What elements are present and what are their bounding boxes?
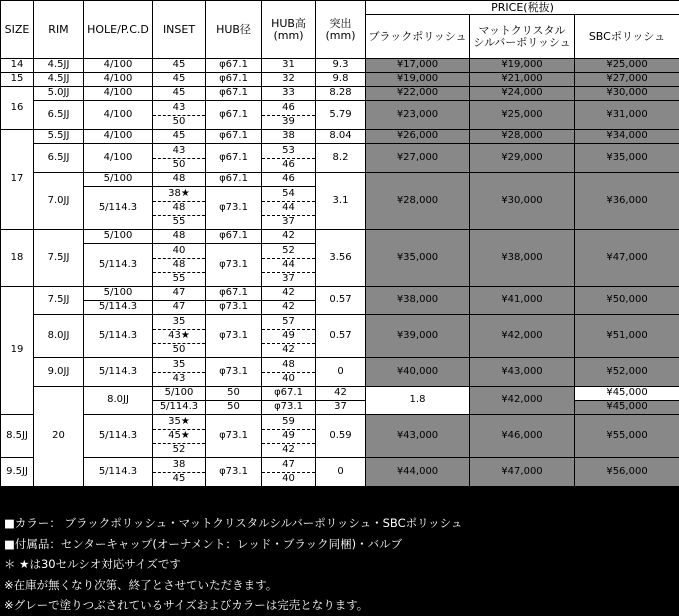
- price-matte: ¥42,000: [470, 315, 575, 358]
- inset-value: 35: [153, 358, 205, 372]
- price-sbc: ¥50,000: [575, 287, 679, 315]
- hub-cell: φ73.1: [262, 401, 316, 415]
- inset-value: 48: [153, 258, 205, 272]
- header-rim: RIM: [34, 1, 84, 59]
- note-sold-out: ※グレーで塗りつぶされているサイズおよびカラーは完売となります。: [4, 595, 462, 616]
- inset-value: 55: [153, 272, 205, 286]
- hub-cell: φ67.1: [206, 59, 262, 73]
- price-black: ¥19,000: [366, 73, 470, 87]
- hub-cell: φ67.1: [206, 173, 262, 187]
- price-matte: ¥45,000: [575, 387, 679, 401]
- protrusion-cell: 3.56: [316, 230, 366, 287]
- hub-height-value: 37: [262, 215, 315, 229]
- price-black: ¥39,000: [366, 315, 470, 358]
- pcd-cell: 5/114.3: [84, 415, 153, 458]
- pcd-cell: 4/100: [84, 87, 153, 101]
- price-sbc: ¥51,000: [575, 315, 679, 358]
- hub-height-value: 37: [262, 272, 315, 286]
- table-row: [1, 287, 679, 301]
- inset-value: 50: [153, 158, 205, 172]
- note-accessories: ■付属品：センターキャップ(オーナメント：レッド・ブラック同梱)・バルブ: [4, 534, 462, 555]
- pcd-cell: 5/114.3: [84, 301, 153, 315]
- size-cell: 18: [1, 230, 34, 287]
- table-row: [1, 415, 679, 458]
- protrusion-cell: 8.28: [316, 87, 366, 101]
- pcd-cell: 5/100: [84, 230, 153, 244]
- hub-cell: φ73.1: [206, 244, 262, 287]
- price-sbc: ¥36,000: [575, 173, 679, 230]
- header-price: PRICE(税抜): [366, 1, 679, 15]
- hub-height-cell: [262, 358, 316, 387]
- pcd-cell: 5/114.3: [84, 187, 153, 230]
- header-finish-matte: マットクリスタル シルバーポリッシュ: [470, 15, 575, 59]
- inset-value: 43★: [153, 329, 205, 343]
- price-black: ¥26,000: [366, 130, 470, 144]
- size-cell: 19: [1, 287, 34, 415]
- hub-height-value: 46: [262, 101, 315, 115]
- pcd-cell: 5/100: [84, 287, 153, 301]
- rim-cell: 5.5JJ: [34, 130, 84, 144]
- hub-cell: φ73.1: [206, 358, 262, 387]
- header-hub-height: HUB高 (mm): [262, 1, 316, 59]
- price-sbc: ¥30,000: [575, 87, 679, 101]
- protrusion-cell: 0: [316, 458, 366, 487]
- rim-cell: 4.5JJ: [34, 73, 84, 87]
- price-matte: ¥41,000: [470, 287, 575, 315]
- hub-cell: φ67.1: [206, 101, 262, 130]
- price-black: ¥22,000: [366, 87, 470, 101]
- hub-height-cell: 38: [262, 130, 316, 144]
- hub-height-value: 47: [262, 458, 315, 472]
- price-black: ¥40,000: [366, 358, 470, 387]
- hub-height-value: 54: [262, 187, 315, 201]
- protrusion-cell: 0.59: [316, 415, 366, 458]
- hub-cell: φ73.1: [206, 315, 262, 358]
- hub-height-value: 44: [262, 201, 315, 215]
- price-matte: ¥43,000: [470, 358, 575, 387]
- hub-height-cell: 37: [316, 401, 366, 415]
- hub-height-value: 59: [262, 415, 315, 429]
- protrusion-cell: 9.3: [316, 59, 366, 73]
- hub-cell: φ67.1: [206, 130, 262, 144]
- inset-cell: [153, 187, 206, 230]
- protrusion-cell: 8.04: [316, 130, 366, 144]
- inset-cell: 50: [206, 387, 262, 401]
- protrusion-cell: 3.1: [316, 173, 366, 230]
- inset-cell: 45: [153, 87, 206, 101]
- price-sbc: ¥56,000: [575, 458, 679, 487]
- hub-cell: φ67.1: [206, 287, 262, 301]
- hub-height-cell: 42: [262, 287, 316, 301]
- hub-height-value: 39: [262, 115, 315, 129]
- inset-value: 35: [153, 315, 205, 329]
- table-row: [1, 73, 679, 87]
- rim-cell: 7.5JJ: [34, 287, 84, 315]
- size-cell: 17: [1, 130, 34, 230]
- hub-height-cell: 32: [262, 73, 316, 87]
- hub-cell: φ67.1: [206, 144, 262, 173]
- price-matte: ¥29,000: [470, 144, 575, 173]
- hub-height-cell: [262, 415, 316, 458]
- hub-height-cell: [262, 144, 316, 173]
- pcd-cell: 4/100: [84, 101, 153, 130]
- inset-cell: [153, 101, 206, 130]
- inset-cell: 45: [153, 73, 206, 87]
- price-matte: ¥28,000: [470, 130, 575, 144]
- price-black: ¥17,000: [366, 59, 470, 73]
- size-cell: 15: [1, 73, 34, 87]
- inset-cell: 50: [206, 401, 262, 415]
- rim-cell: 9.0JJ: [34, 358, 84, 387]
- rim-cell: 8.0JJ: [34, 315, 84, 358]
- table-row: [1, 130, 679, 144]
- inset-value: 43: [153, 101, 205, 115]
- inset-value: 43: [153, 144, 205, 158]
- inset-cell: [153, 315, 206, 358]
- price-black: ¥42,000: [470, 387, 575, 415]
- hub-cell: φ73.1: [206, 187, 262, 230]
- price-sbc: ¥27,000: [575, 73, 679, 87]
- inset-value: 45: [153, 472, 205, 486]
- price-matte: ¥46,000: [470, 415, 575, 458]
- rim-cell: 7.0JJ: [34, 173, 84, 230]
- hub-height-cell: [262, 187, 316, 230]
- header-protrusion: 突出 (mm): [316, 1, 366, 59]
- price-black: ¥28,000: [366, 173, 470, 230]
- inset-value: 50: [153, 343, 205, 357]
- table-row: [1, 358, 679, 387]
- table-row: [1, 101, 679, 130]
- inset-cell: [153, 244, 206, 287]
- inset-cell: [153, 144, 206, 173]
- header-finish-black: ブラックポリッシュ: [366, 15, 470, 59]
- protrusion-cell: 1.8: [366, 387, 470, 415]
- protrusion-cell: 0: [316, 358, 366, 387]
- hub-height-value: 49: [262, 429, 315, 443]
- rim-cell: 5.0JJ: [34, 87, 84, 101]
- header-hub: HUB径: [206, 1, 262, 59]
- inset-cell: [153, 358, 206, 387]
- inset-value: 55: [153, 215, 205, 229]
- inset-cell: 48: [153, 230, 206, 244]
- hub-height-value: 48: [262, 358, 315, 372]
- header-finish-sbc: SBCポリッシュ: [575, 15, 679, 59]
- hub-height-value: 44: [262, 258, 315, 272]
- protrusion-cell: 0.57: [316, 287, 366, 315]
- price-black: ¥43,000: [366, 415, 470, 458]
- hub-height-cell: [262, 244, 316, 287]
- pcd-cell: 5/114.3: [84, 458, 153, 487]
- rim-cell: 8.5JJ: [1, 415, 34, 458]
- hub-cell: φ67.1: [262, 387, 316, 401]
- inset-value: 38: [153, 458, 205, 472]
- inset-cell: 47: [153, 287, 206, 301]
- rim-cell: 6.5JJ: [34, 144, 84, 173]
- header-size: SIZE: [1, 1, 34, 59]
- inset-value: 35★: [153, 415, 205, 429]
- hub-height-cell: 42: [316, 387, 366, 401]
- protrusion-cell: 5.79: [316, 101, 366, 130]
- pcd-cell: 5/100: [153, 387, 206, 401]
- note-stock: ※在庫が無くなり次第、終了とさせていただきます。: [4, 575, 462, 596]
- notes-block: [4, 513, 462, 616]
- hub-cell: φ67.1: [206, 87, 262, 101]
- hub-height-value: 49: [262, 329, 315, 343]
- price-sbc: ¥52,000: [575, 358, 679, 387]
- price-sbc: ¥34,000: [575, 130, 679, 144]
- price-sbc: ¥47,000: [575, 230, 679, 287]
- price-matte: ¥19,000: [470, 59, 575, 73]
- table-row: [1, 144, 679, 173]
- pcd-cell: 4/100: [84, 73, 153, 87]
- price-sbc: ¥31,000: [575, 101, 679, 130]
- inset-value: 45★: [153, 429, 205, 443]
- hub-height-cell: 42: [262, 301, 316, 315]
- inset-cell: 48: [153, 173, 206, 187]
- price-black: ¥35,000: [366, 230, 470, 287]
- price-sbc: ¥55,000: [575, 415, 679, 458]
- note-star-celsior: ＊ ★は30セルシオ対応サイズです: [4, 554, 462, 575]
- hub-height-value: 42: [262, 443, 315, 457]
- hub-height-value: 52: [262, 244, 315, 258]
- protrusion-cell: 9.8: [316, 73, 366, 87]
- pcd-cell: 5/100: [84, 173, 153, 187]
- pcd-cell: 4/100: [84, 130, 153, 144]
- inset-cell: [153, 458, 206, 487]
- header-pcd: HOLE/P.C.D: [84, 1, 153, 59]
- size-cell: 14: [1, 59, 34, 73]
- rim-cell: 6.5JJ: [34, 101, 84, 130]
- hub-height-cell: 31: [262, 59, 316, 73]
- pcd-cell: 4/100: [84, 144, 153, 173]
- header-inset: INSET: [153, 1, 206, 59]
- price-matte: ¥21,000: [470, 73, 575, 87]
- hub-cell: φ67.1: [206, 73, 262, 87]
- price-sbc: ¥25,000: [575, 59, 679, 73]
- hub-height-value: 40: [262, 372, 315, 386]
- inset-value: 43: [153, 372, 205, 386]
- price-matte: ¥30,000: [470, 173, 575, 230]
- hub-height-value: 46: [262, 158, 315, 172]
- table-row: [1, 387, 679, 401]
- table-row: [1, 59, 679, 73]
- rim-cell: 8.0JJ: [84, 387, 153, 415]
- pcd-cell: 4/100: [84, 59, 153, 73]
- hub-height-value: 40: [262, 472, 315, 486]
- hub-height-value: 53: [262, 144, 315, 158]
- price-sbc: ¥35,000: [575, 144, 679, 173]
- price-matte: ¥45,000: [575, 401, 679, 415]
- hub-height-cell: [262, 101, 316, 130]
- rim-cell: 9.5JJ: [1, 458, 34, 487]
- price-black: ¥27,000: [366, 144, 470, 173]
- inset-value: 38★: [153, 187, 205, 201]
- rim-cell: 4.5JJ: [34, 59, 84, 73]
- inset-cell: 45: [153, 59, 206, 73]
- hub-cell: φ73.1: [206, 415, 262, 458]
- inset-value: 52: [153, 443, 205, 457]
- pcd-cell: 5/114.3: [153, 401, 206, 415]
- hub-height-cell: 33: [262, 87, 316, 101]
- hub-cell: φ67.1: [206, 230, 262, 244]
- size-cell: 20: [34, 387, 84, 487]
- hub-cell: φ73.1: [206, 458, 262, 487]
- inset-cell: 45: [153, 130, 206, 144]
- inset-cell: 47: [153, 301, 206, 315]
- table-row: [1, 230, 679, 244]
- note-colors: ■カラー： ブラックポリッシュ・マットクリスタルシルバーポリッシュ・SBCポリッシュ: [4, 513, 462, 534]
- pcd-cell: 5/114.3: [84, 244, 153, 287]
- price-matte: ¥25,000: [470, 101, 575, 130]
- price-black: ¥38,000: [366, 287, 470, 315]
- price-matte: ¥38,000: [470, 230, 575, 287]
- pcd-cell: 5/114.3: [84, 315, 153, 358]
- table-row: [1, 87, 679, 101]
- inset-cell: [153, 415, 206, 458]
- hub-height-value: 42: [262, 343, 315, 357]
- hub-cell: φ73.1: [206, 301, 262, 315]
- hub-height-cell: 46: [262, 173, 316, 187]
- size-cell: 16: [1, 87, 34, 130]
- hub-height-cell: [262, 315, 316, 358]
- inset-value: 50: [153, 115, 205, 129]
- table-row: [1, 458, 679, 487]
- pcd-cell: 5/114.3: [84, 358, 153, 387]
- price-black: ¥44,000: [366, 458, 470, 487]
- hub-height-cell: [262, 458, 316, 487]
- table-row: [1, 315, 679, 358]
- inset-value: 48: [153, 201, 205, 215]
- rim-cell: 7.5JJ: [34, 230, 84, 287]
- table-row: [1, 173, 679, 187]
- price-black: ¥23,000: [366, 101, 470, 130]
- hub-height-cell: 42: [262, 230, 316, 244]
- protrusion-cell: 0.57: [316, 315, 366, 358]
- inset-value: 40: [153, 244, 205, 258]
- hub-height-value: 57: [262, 315, 315, 329]
- protrusion-cell: 8.2: [316, 144, 366, 173]
- price-matte: ¥47,000: [470, 458, 575, 487]
- price-matte: ¥24,000: [470, 87, 575, 101]
